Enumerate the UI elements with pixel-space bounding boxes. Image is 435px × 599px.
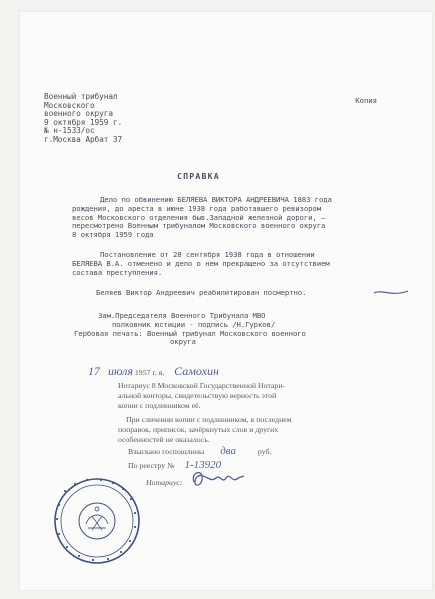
signature-line: Гербовая печать: Военный трибунал Московского военного	[74, 328, 306, 338]
signature-line: Зам.Председателя Военного Трибунала МВО	[98, 311, 266, 320]
signature-line: полковник юстиции - подпись /Н.Гурков/	[112, 319, 276, 329]
signature-block	[74, 311, 306, 347]
header-line: 9 октября 1959 г.	[44, 117, 123, 127]
header-line: военного округа	[44, 109, 113, 119]
paragraph-line: БЕЛЯЕВА В.А. отменено и дело о нем прекращено за отсутствием	[72, 258, 330, 268]
paragraph-decision	[72, 251, 330, 277]
notary-line: Нотариус 8 Московской Государственной Нотари-	[118, 381, 286, 390]
handwritten-notary-name: Самохин	[174, 364, 219, 378]
paragraph-rehabilitation: Беляев Виктор Андреевич реабилитирован посмертно.	[96, 288, 307, 297]
fee-unit: руб.	[257, 447, 272, 456]
handwritten-day: 17	[88, 364, 100, 378]
notary-line: альной конторы, свидетельствую верность этой	[118, 391, 277, 400]
header-line: № н-1533/ос	[44, 126, 95, 136]
notary-signature	[188, 464, 248, 494]
paragraph-line: весов Московского отделения быв.Западной железной дороги, —	[72, 212, 326, 222]
document-title: СПРАВКА	[177, 171, 220, 181]
header-block	[44, 93, 122, 145]
pen-mark	[372, 285, 412, 303]
handwritten-month: июля	[107, 364, 133, 378]
notary-line: При сличении копии с подлинником, в последнем	[126, 415, 292, 424]
header-line: г.Москва Арбат 37	[44, 134, 123, 144]
notary-line: особенностей не оказалось.	[118, 435, 210, 444]
header-line: Московского	[44, 100, 95, 110]
notary-date-line	[88, 366, 219, 378]
round-seal-stamp	[52, 476, 142, 566]
notary-line: копии с подлинником её.	[118, 401, 201, 410]
register-label: По реестру №	[128, 461, 175, 470]
copy-label: Копия	[355, 96, 377, 105]
date-year-text: 1957 г. я,	[134, 368, 165, 377]
paragraph-case	[72, 196, 332, 240]
paragraph-line: пересмотрено Военным трибуналом Московского военного округа	[72, 221, 326, 231]
register-value: 1-13920	[184, 459, 222, 471]
header-line: Военный трибунал	[44, 92, 118, 101]
paragraph-line: Дело по обвинению БЕЛЯЕВА ВИКТОРА АНДРЕЕВИЧА 1883 года	[100, 195, 332, 204]
paragraph-line: 8 октября 1959 года	[72, 230, 154, 240]
paragraph-line: рождения, до ареста в июне 1938 года работавшего ревизором	[72, 203, 322, 213]
fee-value: два	[220, 445, 236, 457]
fee-label: Взыскано госпошлины	[128, 447, 205, 456]
signature-line: округа	[170, 337, 196, 347]
paragraph-line: состава преступления.	[72, 267, 163, 277]
fee-line	[128, 446, 271, 457]
notary-label: Нотариус:	[146, 478, 183, 487]
notary-line: поправок, приписок, зачёркнутых слов и других	[118, 425, 279, 434]
paragraph-line: Постановление от 28 сентября 1938 года в отношении	[100, 250, 315, 259]
